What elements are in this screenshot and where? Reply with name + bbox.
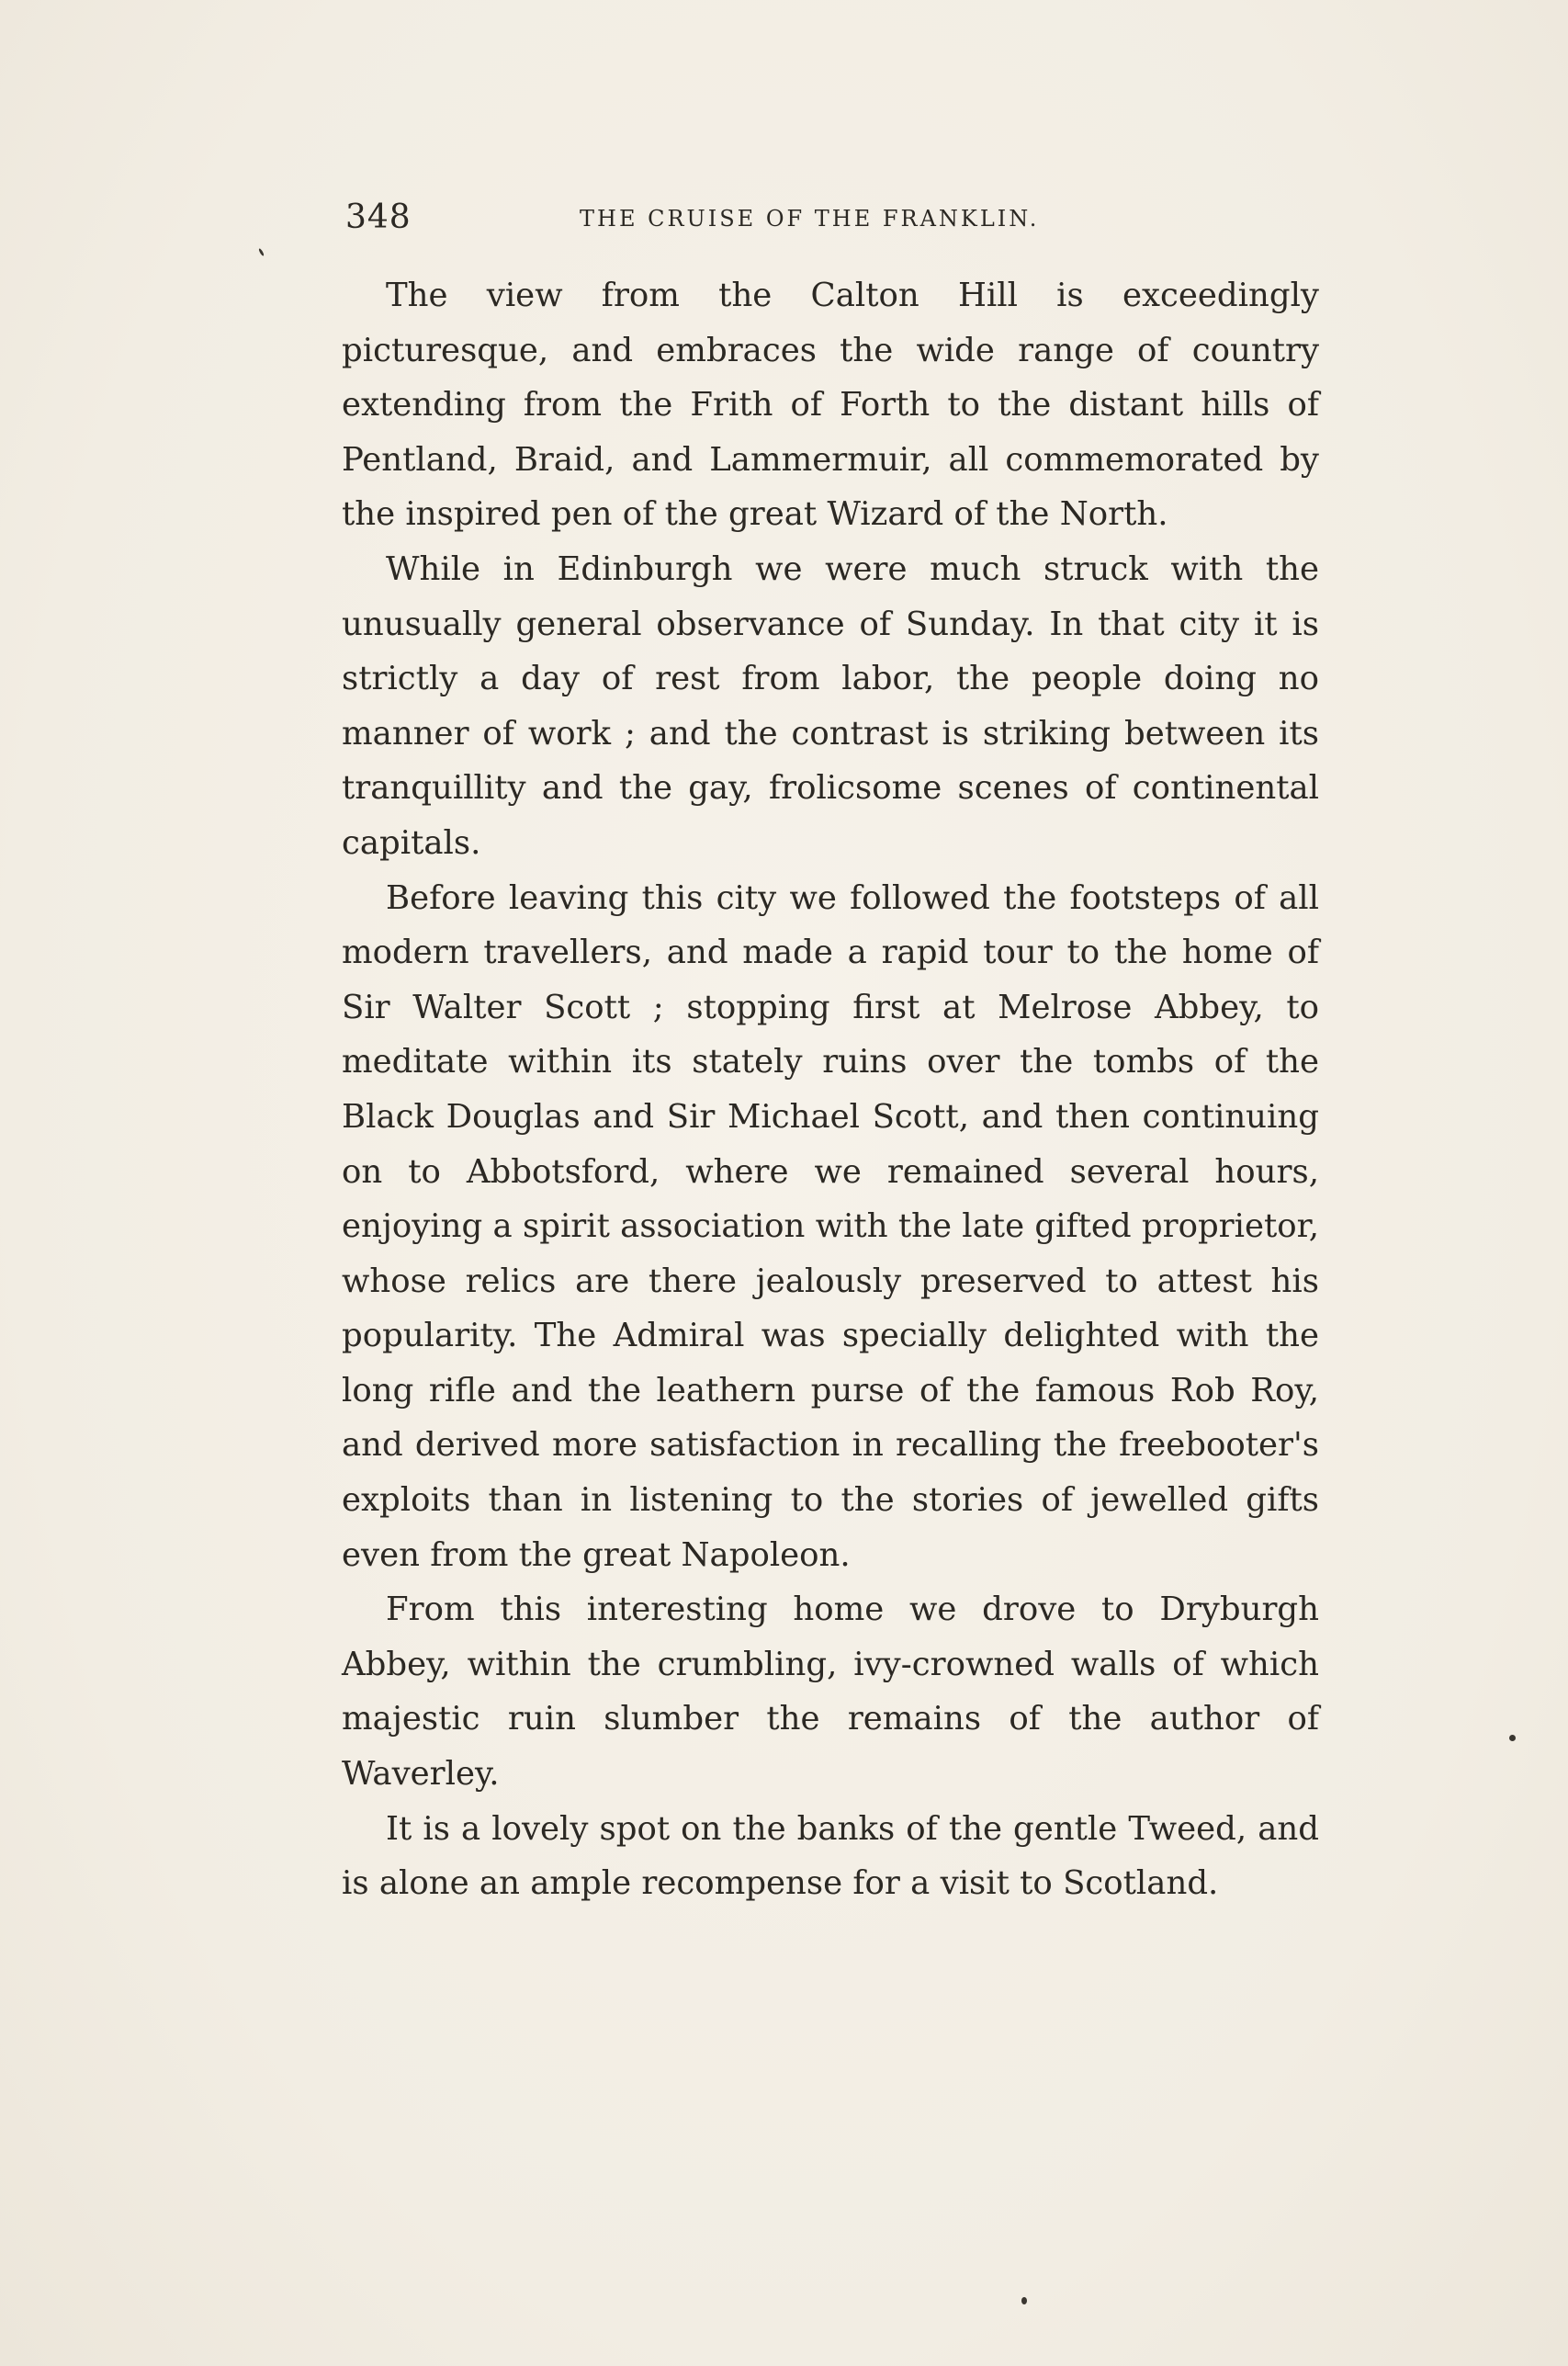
paragraph-abbotsford: Before leaving this city we followed the footsteps of all modern travellers, and made a rapid tour to the home of Sir Walter Scott ; stopping first at Melrose Abbey, to meditate within its stately ruins over the tombs of the Black Douglas and Sir Michael Scott, and then continuing on to Abbotsford, where we remained several hours, enjoying a spirit association with the late gifted proprietor, whose relics are there jealously preserved to attest his popularity. The Admiral was specially delighted with the long rifle and the leathern purse of the famous Rob Roy, and derived more satisfaction in recalling the freebooter's exploits than in listening to the stories of jewelled gifts even from the great Napoleon. [342, 878, 1319, 1574]
paper-speck [1509, 1735, 1516, 1741]
page-number: 348 [345, 198, 412, 236]
paragraph-edinburgh-sunday: While in Edinburgh we were much struck with the unusually general observance of Sunday. In that city it is strictly a day of rest from labor, the people doing no manner of work ; and the contrast is striking between its tranquillity and the gay, frolicsome scenes of continental capitals. [342, 549, 1319, 862]
running-head [345, 195, 1264, 241]
paragraph-tweed: It is a lovely spot on the banks of the gentle Tweed, and is alone an ample recompense for a visit to Scotland. [342, 1809, 1319, 1903]
body-text [342, 268, 1319, 1911]
paper-speck [258, 248, 265, 256]
paragraph-dryburgh-abbey: From this interesting home we drove to Dryburgh Abbey, within the crumbling, ivy-crowned walls of which majestic ruin slumber the remains of the author of Waverley. [342, 1591, 1319, 1794]
paper-speck [1021, 2297, 1027, 2304]
paragraph-calton-hill: The view from the Calton Hill is exceedingly picturesque, and embraces the wide range of country extending from the Frith of Forth to the distant hills of Pentland, Braid, and Lammermuir, all commemorated by the inspired pen of the great Wizard of the North. [342, 277, 1319, 534]
running-title: THE CRUISE OF THE FRANKLIN. [580, 206, 1040, 232]
